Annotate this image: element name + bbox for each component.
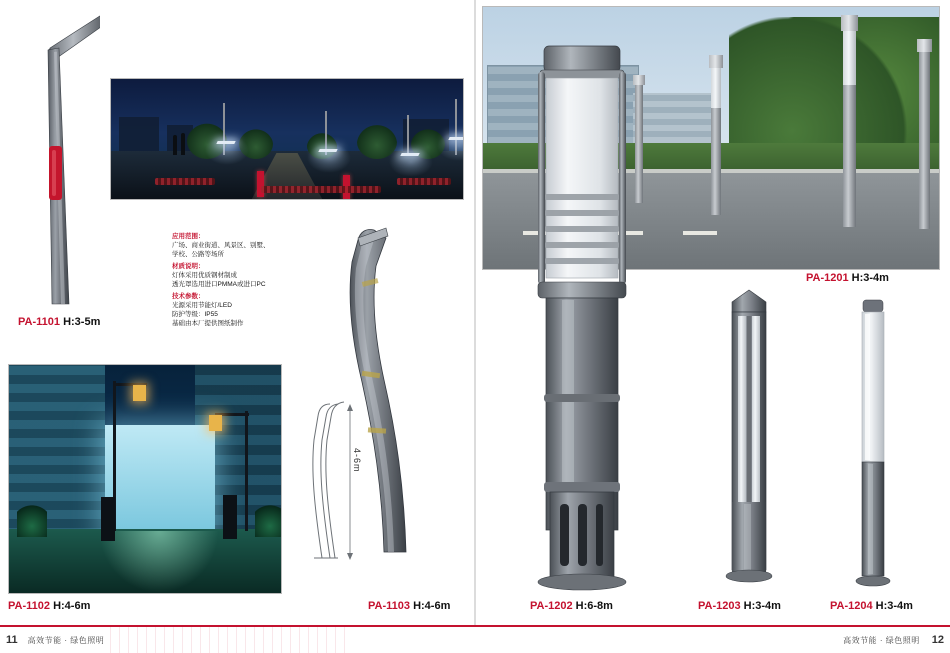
product-drawing-pa-1204 bbox=[846, 296, 900, 596]
product-drawing-pa-1101 bbox=[28, 8, 100, 308]
caption-pa-1103 bbox=[368, 600, 450, 612]
spec-line: 广场、商业街道、风景区、别墅、 bbox=[172, 242, 270, 249]
product-code-pa-1202: PA-1202 bbox=[530, 600, 573, 612]
product-drawing-pa-1202 bbox=[516, 42, 648, 596]
footer-slogan-left: 高效节能 · 绿色照明 bbox=[27, 635, 105, 645]
product-spec-pa-1202: H:6-8m bbox=[575, 600, 613, 612]
footer-slogan-right: 高效节能 · 绿色照明 bbox=[843, 635, 920, 645]
product-spec-pa-1201: H:3-4m bbox=[851, 272, 889, 284]
caption-pa-1101 bbox=[18, 316, 100, 328]
spec-line: 透光罩选用进口PMMA或进口PC bbox=[172, 281, 266, 288]
spec-heading: 应用范围： bbox=[172, 233, 205, 240]
product-code-pa-1102: PA-1102 bbox=[8, 600, 50, 612]
footer-right bbox=[474, 625, 950, 653]
product-code-pa-1201: PA-1201 bbox=[806, 272, 849, 284]
caption-pa-1204 bbox=[830, 600, 913, 612]
specification-text bbox=[172, 232, 322, 331]
product-spec-pa-1204: H:3-4m bbox=[875, 600, 913, 612]
spec-block-1 bbox=[172, 262, 322, 289]
dimension-sketch-pa-1103 bbox=[300, 400, 356, 562]
footer-left bbox=[0, 625, 474, 653]
product-drawing-pa-1203 bbox=[712, 286, 786, 596]
spec-line: 灯体采用优质钢材制成 bbox=[172, 272, 237, 279]
spec-block-0 bbox=[172, 232, 322, 259]
product-spec-pa-1101: H:3-5m bbox=[63, 316, 101, 328]
product-code-pa-1204: PA-1204 bbox=[830, 600, 873, 612]
spec-line: 学校、公路等场所 bbox=[172, 251, 224, 258]
dimension-label: 4-6m bbox=[352, 448, 362, 473]
caption-pa-1203 bbox=[698, 600, 781, 612]
page-number-left: 11 bbox=[6, 634, 18, 646]
product-spec-pa-1203: H:3-4m bbox=[743, 600, 781, 612]
spec-line: 防护等级：IP55 bbox=[172, 311, 218, 318]
caption-pa-1201 bbox=[806, 272, 889, 284]
spec-heading: 技术参数： bbox=[172, 293, 205, 300]
product-code-pa-1203: PA-1203 bbox=[698, 600, 741, 612]
photo-night-plaza bbox=[8, 364, 282, 594]
product-spec-pa-1103: H:4-6m bbox=[413, 600, 451, 612]
photo-night-street bbox=[110, 78, 464, 200]
spec-line: 光源采用节能灯/LED bbox=[172, 302, 232, 309]
caption-pa-1202 bbox=[530, 600, 613, 612]
spec-block-2 bbox=[172, 292, 322, 328]
spec-heading: 材质说明： bbox=[172, 263, 205, 270]
spec-line: 基础由本厂提供图纸制作 bbox=[172, 320, 244, 327]
product-code-pa-1101: PA-1101 bbox=[18, 316, 60, 328]
product-spec-pa-1102: H:4-6m bbox=[53, 600, 91, 612]
page-gutter bbox=[474, 0, 476, 625]
page-number-right: 12 bbox=[931, 634, 944, 646]
product-code-pa-1103: PA-1103 bbox=[368, 600, 410, 612]
caption-pa-1102 bbox=[8, 600, 90, 612]
